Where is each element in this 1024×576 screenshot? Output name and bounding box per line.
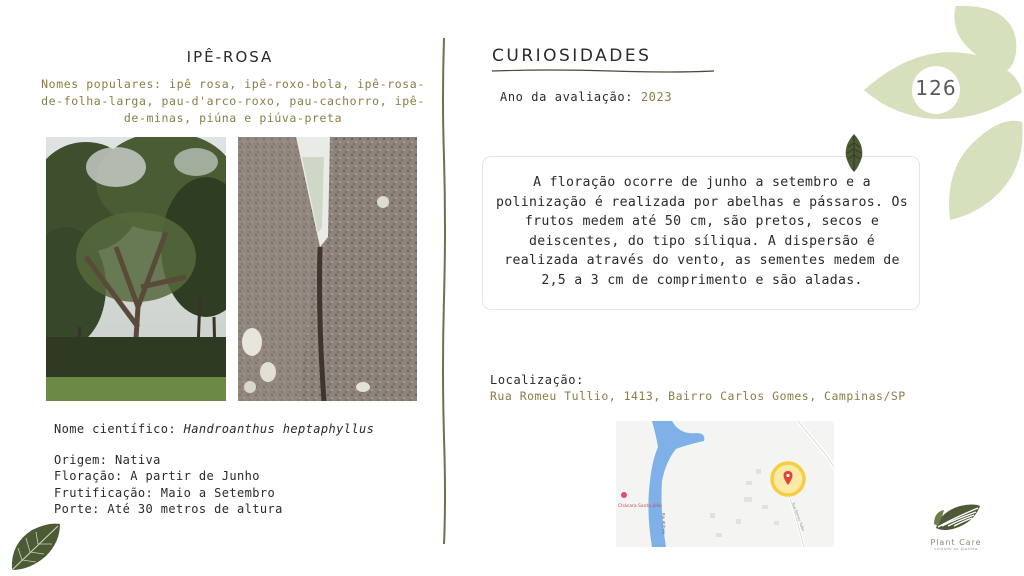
brand-name: Plant Care bbox=[930, 538, 982, 547]
decorative-leaves bbox=[860, 0, 1024, 224]
size: Porte: Até 30 metros de altura bbox=[54, 502, 283, 516]
year-label: Ano da avaliação: bbox=[500, 90, 634, 104]
brand-logo-icon bbox=[930, 502, 982, 532]
popular-names: Nomes populares: ipê rosa, ipê-roxo-bola, ipê-rosa-de-folha-larga, pau-d'arco-roxo, pau-cachorro, ipê-de-minas, piúna e piúva-preta bbox=[41, 77, 425, 125]
brand-tagline: cuidado ao planeta bbox=[934, 547, 978, 551]
map-poi-label: Chácara Santa Júlia bbox=[618, 504, 662, 509]
leaf-icon bbox=[8, 520, 62, 572]
curiosity-text: A floração ocorre de junho a setembro e a polinização é realizada por abelhas e pássaros. Os frutos medem até 50 cm, são pretos, secos e deiscentes, do tipo síliqua. A dispersão é realizada através do vento, as sementes medem de 2,5 a 3 cm de comprimento e são aladas. bbox=[496, 175, 908, 288]
curiosity-card bbox=[482, 156, 920, 310]
map-river-label: Rio Atibaia bbox=[661, 512, 667, 535]
trunk-photo bbox=[238, 137, 417, 401]
fruiting: Frutificação: Maio a Setembro bbox=[54, 485, 276, 500]
scientific-name: Handroanthus heptaphyllus bbox=[183, 422, 375, 436]
brand-logo bbox=[918, 502, 994, 551]
page-number: 126 bbox=[915, 76, 957, 100]
title-underline bbox=[492, 68, 714, 74]
location-map[interactable] bbox=[616, 421, 834, 547]
year-value: 2023 bbox=[640, 90, 673, 104]
flowering: Floração: A partir de Junho bbox=[54, 469, 260, 483]
species-info bbox=[54, 421, 374, 518]
scientific-name-line bbox=[54, 421, 374, 438]
vertical-divider bbox=[441, 38, 447, 544]
map-street-label: Rua Romeu Tullio bbox=[791, 501, 806, 532]
species-title: IPÊ-ROSA bbox=[186, 48, 274, 66]
tree-photo bbox=[46, 137, 226, 401]
location-address: Rua Romeu Tullio, 1413, Bairro Carlos Gomes, Campinas/SP bbox=[490, 389, 906, 403]
evaluation-year bbox=[500, 90, 672, 104]
scientific-label: Nome científico: bbox=[54, 422, 176, 436]
section-title: CURIOSIDADES bbox=[492, 46, 652, 66]
location-label: Localização: bbox=[490, 373, 584, 387]
origin: Origem: Nativa bbox=[54, 452, 161, 467]
